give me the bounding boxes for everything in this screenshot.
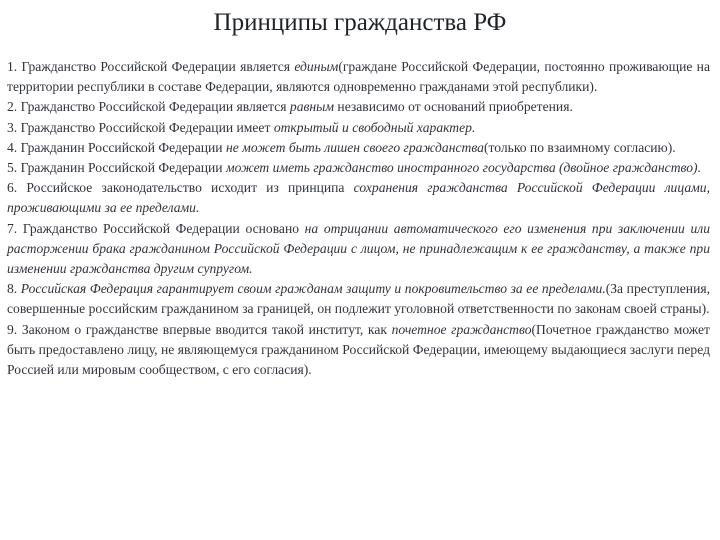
item-text: независимо от оснований приобретения. <box>334 99 573 115</box>
principles-list <box>7 57 710 380</box>
principle-item-5 <box>7 158 710 178</box>
item-emphasis: на отрицании автоматического его изменения при заключении или расторжении брака гражданином Российской Федерации с лицом, не принадлежащим к ее гражданству, а также при изменении гражданства другим супругом. <box>7 220 710 277</box>
item-text: 1. Гражданство Российской Федерации является <box>7 59 295 74</box>
item-emphasis: сохранения гражданства Российской Федерации лицами, проживающими за ее пределами. <box>7 180 710 216</box>
item-emphasis: открытый и свободный характер. <box>273 119 476 135</box>
item-emphasis: равным <box>289 99 335 115</box>
item-text: 2. Гражданство Российской Федерации является <box>7 99 290 115</box>
item-text: 9. Законом о гражданстве впервые вводится такой институт, как <box>7 321 392 337</box>
item-text: 5. Гражданин Российской Федерации <box>7 160 226 176</box>
principle-item-2 <box>7 97 710 117</box>
item-emphasis: не может быть лишен своего гражданства <box>225 139 484 155</box>
principle-item-9 <box>7 320 710 381</box>
item-text: 3. Гражданство Российской Федерации имеет <box>7 119 274 135</box>
principle-item-3 <box>7 118 710 138</box>
item-text: (Почетное гражданство может быть предоставлено лицу, не являющемуся гражданином Российской Федерации, имеющему выдающиеся заслуги перед Россией или мировым сообществом, с его согласия). <box>7 321 710 378</box>
item-text: (граждане Российской Федерации, постоянно проживающие на территории республики в составе Федерации, являются одновременно гражданами этой республики). <box>7 59 710 95</box>
item-emphasis: почетное гражданство <box>391 321 532 337</box>
item-emphasis: может иметь гражданство иностранного государства (двойное гражданство). <box>225 160 701 176</box>
item-text: 4. Гражданин Российской Федерации <box>7 139 226 155</box>
item-text: (За преступления, совершенные российским гражданином за границей, он подлежит уголовной ответственности по законам своей страны). <box>7 281 710 317</box>
item-emphasis: Российская Федерация гарантирует своим гражданам защиту и покровительство за ее пределами. <box>20 281 606 297</box>
principle-item-6 <box>7 178 710 218</box>
principle-item-4 <box>7 138 710 158</box>
item-text: 8. <box>7 281 21 297</box>
principle-item-1 <box>7 57 710 97</box>
item-text: (только по взаимному согласию). <box>483 139 676 155</box>
slide-title: Принципы гражданства РФ <box>213 9 507 36</box>
item-text: 7. Гражданство Российской Федерации основано <box>7 220 305 236</box>
item-emphasis: единым <box>294 59 339 74</box>
principle-item-8 <box>7 279 710 319</box>
principle-item-7 <box>7 219 710 280</box>
item-text: 6. Российское законодательство исходит из принципа <box>7 180 354 196</box>
